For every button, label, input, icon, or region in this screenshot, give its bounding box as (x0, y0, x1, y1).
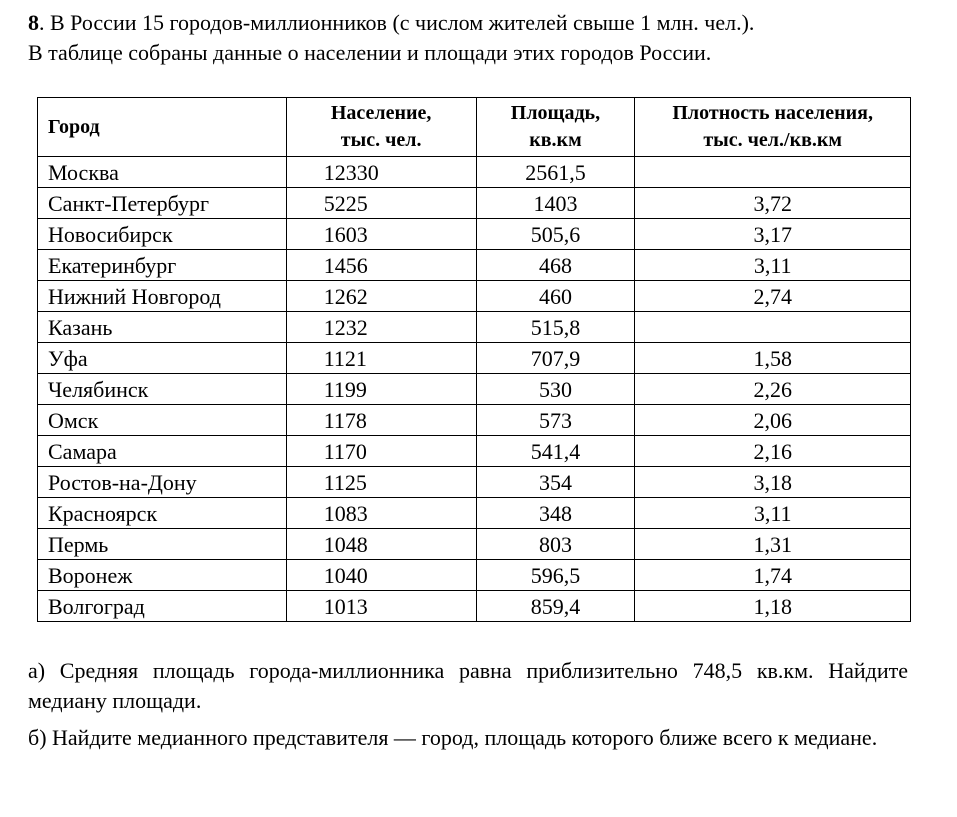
cell-population: 1603 (286, 219, 476, 250)
cell-area: 1403 (476, 188, 635, 219)
table-row (38, 343, 911, 374)
cell-area: 707,9 (476, 343, 635, 374)
cell-area: 468 (476, 250, 635, 281)
question-b: б) Найдите медианного представителя — город, площадь которого ближе всего к медиане. (28, 725, 878, 750)
cell-city: Челябинск (38, 374, 287, 405)
cell-city: Самара (38, 436, 287, 467)
cell-population: 1083 (286, 498, 476, 529)
cell-population: 1121 (286, 343, 476, 374)
cell-density (635, 157, 911, 188)
cell-city: Уфа (38, 343, 287, 374)
cell-area: 354 (476, 467, 635, 498)
cell-density: 3,11 (635, 498, 911, 529)
cell-city: Омск (38, 405, 287, 436)
intro-line-2: В таблице собраны данные о населении и площади этих городов России. (28, 40, 712, 65)
cell-city: Екатеринбург (38, 250, 287, 281)
table-row (38, 250, 911, 281)
cell-density: 2,06 (635, 405, 911, 436)
cell-city: Казань (38, 312, 287, 343)
cell-population: 1013 (286, 591, 476, 622)
cell-city: Новосибирск (38, 219, 287, 250)
problem-number: 8 (28, 10, 39, 35)
table-row (38, 529, 911, 560)
intro-line-1 (28, 8, 928, 38)
table-row (38, 467, 911, 498)
header-city: Город (38, 98, 287, 157)
cell-city: Санкт-Петербург (38, 188, 287, 219)
cell-area: 530 (476, 374, 635, 405)
cell-density: 1,18 (635, 591, 911, 622)
cell-city: Ростов-на-Дону (38, 467, 287, 498)
cities-table (37, 97, 911, 622)
table-row (38, 498, 911, 529)
table-row (38, 188, 911, 219)
cell-area: 573 (476, 405, 635, 436)
table-row (38, 219, 911, 250)
cell-density: 2,26 (635, 374, 911, 405)
cell-density: 1,58 (635, 343, 911, 374)
problem-intro (28, 8, 928, 68)
table-row (38, 436, 911, 467)
cell-population: 1199 (286, 374, 476, 405)
cell-population: 1262 (286, 281, 476, 312)
cell-population: 1048 (286, 529, 476, 560)
cell-population: 1178 (286, 405, 476, 436)
table-body (38, 157, 911, 622)
question-a: а) Средняя площадь города-миллионника равна приблизительно 748,5 кв.км. Найдите медиану площади. (28, 658, 908, 713)
cell-density: 2,16 (635, 436, 911, 467)
cell-population: 1456 (286, 250, 476, 281)
cell-population: 12330 (286, 157, 476, 188)
table-row (38, 374, 911, 405)
cell-city: Воронеж (38, 560, 287, 591)
header-population-line-1: Население, (330, 102, 432, 124)
cell-area: 596,5 (476, 560, 635, 591)
cell-city: Москва (38, 157, 287, 188)
table-row (38, 157, 911, 188)
cell-density: 1,74 (635, 560, 911, 591)
table-row (38, 591, 911, 622)
table-header-row (38, 98, 911, 157)
cell-area: 348 (476, 498, 635, 529)
cell-city: Красноярск (38, 498, 287, 529)
cell-population: 5225 (286, 188, 476, 219)
header-area-line-2: кв.км (529, 129, 582, 151)
header-population (286, 98, 476, 157)
table-row (38, 312, 911, 343)
cell-population: 1125 (286, 467, 476, 498)
cell-city: Нижний Новгород (38, 281, 287, 312)
header-population-line-2: тыс. чел. (340, 129, 422, 151)
table-row (38, 281, 911, 312)
cell-city: Волгоград (38, 591, 287, 622)
cell-density: 3,11 (635, 250, 911, 281)
cell-area: 460 (476, 281, 635, 312)
cell-area: 2561,5 (476, 157, 635, 188)
intro-text-1: . В России 15 городов-миллионников (с числом жителей свыше 1 млн. чел.). (39, 10, 755, 35)
cell-density: 3,18 (635, 467, 911, 498)
header-density (635, 98, 911, 157)
cell-density: 3,72 (635, 188, 911, 219)
cell-density: 1,31 (635, 529, 911, 560)
cell-population: 1170 (286, 436, 476, 467)
cell-density: 2,74 (635, 281, 911, 312)
cell-area: 859,4 (476, 591, 635, 622)
cell-area: 505,6 (476, 219, 635, 250)
cell-density (635, 312, 911, 343)
table-row (38, 405, 911, 436)
cell-city: Пермь (38, 529, 287, 560)
cell-area: 515,8 (476, 312, 635, 343)
cell-population: 1040 (286, 560, 476, 591)
cell-area: 803 (476, 529, 635, 560)
header-area (476, 98, 635, 157)
cell-population: 1232 (286, 312, 476, 343)
cell-density: 3,17 (635, 219, 911, 250)
header-density-line-2: тыс. чел./кв.км (703, 129, 843, 151)
cell-area: 541,4 (476, 436, 635, 467)
table-row (38, 560, 911, 591)
header-density-line-1: Плотность населения, (672, 102, 873, 124)
header-area-line-1: Площадь, (510, 102, 601, 124)
